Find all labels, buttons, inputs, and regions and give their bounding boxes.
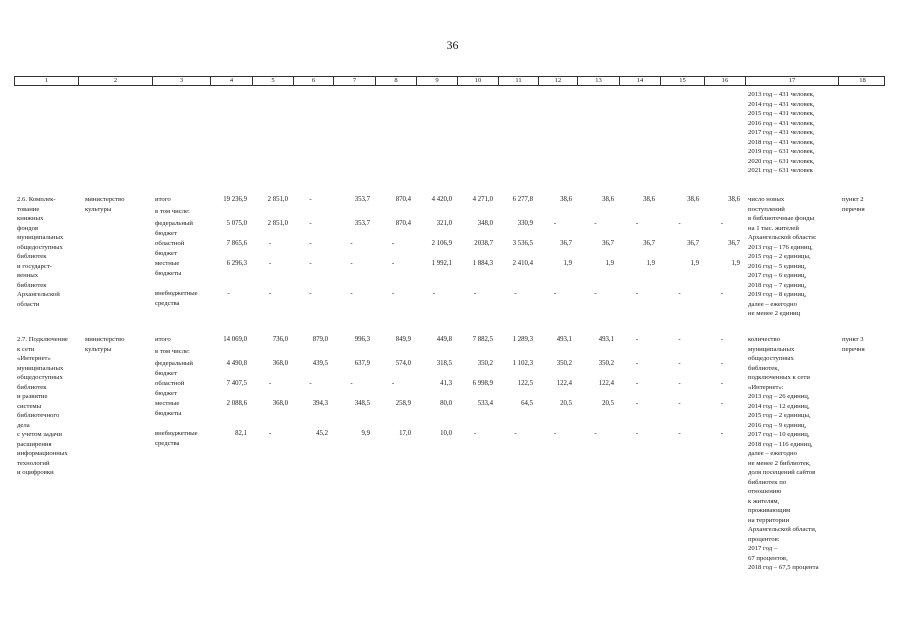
row-0-value-cell: 36,7: [643, 240, 655, 247]
row-1-value-cell: -: [350, 380, 353, 387]
row-1-indicator-line: библиотек по: [748, 478, 787, 486]
row-0-indicator-line: далее – ежегодно: [748, 300, 797, 308]
row-0-indicator-line: 2019 год – 8 единиц,: [748, 291, 807, 298]
row-1-name-line: расширения: [17, 440, 52, 448]
row-0-value-cell: 6 296,3: [226, 260, 247, 267]
row-0-executor-line: культуры: [85, 205, 112, 213]
row-1-value-cell: 122,5: [517, 380, 533, 387]
row-1-value-cell: -: [678, 336, 681, 343]
row-1-value-cell: -: [309, 380, 312, 387]
row-0-indicator-line: поступлений: [748, 205, 785, 213]
row-0-indicator-line: Архангельской области:: [748, 234, 817, 241]
row-1-name-line: «Интернет»: [17, 355, 51, 362]
row-0-value-cell: -: [350, 260, 353, 267]
row-0-value-cell: 36,7: [560, 240, 572, 247]
row-1-source-label: итого: [155, 336, 171, 343]
row-1-value-cell: -: [635, 360, 639, 367]
row-0-value-cell: 36,7: [602, 240, 614, 247]
row-1-source-label: в том числе:: [155, 348, 190, 355]
row-0-value-cell: -: [268, 290, 272, 297]
row-1-indicator-line: «Интернет»:: [748, 383, 784, 391]
header-cell-14: 14: [620, 77, 661, 85]
row-1-value-cell: 493,1: [556, 336, 572, 343]
row-1-value-cell: 7 407,5: [226, 380, 247, 387]
row-1-name-line: технологий: [17, 459, 50, 467]
row-1-value-cell: 17,0: [399, 430, 411, 437]
row-0-value-cell: 38,6: [687, 196, 699, 203]
row-1-value-cell: -: [594, 430, 597, 437]
header-cell-1: 1: [15, 77, 79, 85]
row-0-value-cell: -: [553, 220, 557, 227]
row-1-value-cell: 41,3: [440, 380, 452, 387]
row-0-value-cell: 3 536,5: [512, 240, 533, 247]
row-0-value-cell: 1,9: [646, 260, 655, 267]
row-1-indicator-line: общедоступных: [748, 355, 794, 362]
row-1-value-cell: -: [635, 400, 639, 407]
row-1-value-cell: 637,9: [354, 360, 370, 367]
row-1-value-cell: 574,0: [395, 360, 411, 367]
row-1-indicator-line: Архангельской области,: [748, 526, 817, 533]
row-1-name-line: муниципальных: [17, 364, 64, 372]
row-1-value-cell: -: [720, 360, 724, 367]
row-1-indicator-line: отношению: [748, 488, 782, 495]
row-0-reference-line: перечня: [842, 205, 865, 213]
page-number: 36: [446, 38, 459, 52]
row-1-value-cell: 350,2: [556, 360, 572, 367]
row-1-source-label: внебюджетные: [155, 430, 198, 437]
row-1-value-cell: 1 289,3: [512, 336, 533, 343]
row-0-name-line: и государст-: [17, 262, 52, 270]
row-1-indicator-line: 2015 год – 2 единицы,: [748, 412, 811, 419]
row-0-indicator-line: на 1 тыс. жителей: [748, 224, 799, 232]
row-1-value-cell: -: [678, 400, 681, 407]
continuation-line: 2021 год – 631 человек: [748, 167, 813, 174]
row-0-value-cell: 2 106,9: [431, 240, 452, 247]
header-cell-4: 4: [211, 77, 253, 85]
row-0-value-cell: -: [309, 196, 312, 203]
row-0-value-cell: 353,7: [354, 220, 370, 227]
row-1-indicator-line: муниципальных: [748, 345, 795, 353]
header-cell-15: 15: [661, 77, 705, 85]
row-0-value-cell: -: [227, 290, 230, 297]
row-1-value-cell: 350,2: [477, 360, 493, 367]
row-0-value-cell: -: [391, 240, 395, 247]
row-0-reference-line: пункт 2: [842, 196, 864, 203]
row-0-value-cell: 4 420,0: [431, 196, 452, 203]
row-0-source-label: бюджет: [155, 249, 177, 257]
row-1-value-cell: -: [635, 380, 639, 387]
row-1-name-line: и оцифровки: [17, 469, 54, 476]
row-0-value-cell: 2 851,0: [267, 196, 288, 203]
row-0-indicator-line: 2013 год – 176 единиц,: [748, 243, 813, 251]
row-0-value-cell: 2038,7: [474, 240, 493, 247]
row-0-value-cell: 330,9: [517, 220, 533, 227]
row-1-value-cell: 20,5: [602, 400, 614, 407]
row-0-name-line: книжных: [17, 215, 44, 222]
row-0-name-line: библиотек: [17, 281, 47, 289]
row-0-indicator-line: в библиотечные фонды: [748, 215, 815, 222]
header-cell-2: 2: [79, 77, 153, 85]
row-0-value-cell: 1,9: [731, 260, 740, 267]
row-1-indicator-line: к жителям,: [748, 497, 780, 505]
row-0-value-cell: -: [309, 260, 312, 267]
row-1-value-cell: -: [268, 430, 272, 437]
row-1-indicator-line: 2014 год – 12 единиц,: [748, 402, 810, 410]
row-1-value-cell: -: [720, 380, 724, 387]
header-cell-3: 3: [153, 77, 211, 85]
continuation-line: 2014 год – 431 человек,: [748, 100, 815, 108]
row-1-source-label: областной: [155, 380, 185, 387]
row-0-value-cell: 2 410,4: [512, 260, 533, 267]
row-0-value-cell: -: [391, 290, 395, 297]
row-0-value-cell: 36,7: [687, 240, 699, 247]
row-0-indicator-line: 2018 год – 7 единиц,: [748, 281, 807, 289]
row-1-source-label: бюджет: [155, 369, 177, 377]
row-1-executor-line: министерство: [85, 336, 125, 343]
row-0-indicator-line: 2017 год – 6 единиц,: [748, 272, 807, 279]
row-1-value-cell: 82,1: [235, 430, 247, 437]
row-1-name-line: информационных: [17, 450, 68, 457]
header-cell-16: 16: [705, 77, 746, 85]
row-0-source-label: бюджеты: [155, 269, 182, 277]
row-0-value-cell: 1 992,1: [431, 260, 452, 267]
row-1-value-cell: 258,9: [395, 400, 411, 407]
row-1-name-line: библиотечного: [17, 412, 60, 419]
row-1-value-cell: -: [678, 430, 681, 437]
row-0-source-label: итого: [155, 196, 171, 203]
row-1-value-cell: 9,9: [361, 430, 370, 437]
row-0-value-cell: -: [720, 220, 724, 227]
row-1-name-line: общедоступных: [17, 374, 63, 381]
row-1-indicator-line: 2017 год – 10 единиц,: [748, 431, 810, 438]
row-0-value-cell: -: [350, 240, 353, 247]
row-0-value-cell: 348,0: [477, 220, 493, 227]
row-1-value-cell: 493,1: [598, 336, 614, 343]
row-0-value-cell: 2 851,0: [267, 220, 288, 227]
row-1-value-cell: 122,4: [556, 380, 572, 387]
row-0-name-line: тование: [17, 205, 40, 213]
row-1-indicator-line: процентов:: [748, 535, 780, 543]
row-1-indicator-line: далее – ежегодно: [748, 450, 797, 457]
row-0-value-cell: -: [268, 260, 272, 267]
row-1-indicator-line: доля посещений сайтов: [748, 469, 816, 476]
row-0-value-cell: 353,7: [354, 196, 370, 203]
row-0-value-cell: -: [309, 240, 312, 247]
row-1-name-line: 2.7. Подключение: [17, 336, 68, 343]
row-0-value-cell: 1,9: [605, 260, 614, 267]
row-0-indicator-line: 2016 год – 5 единиц,: [748, 262, 807, 270]
row-1-value-cell: 6 998,9: [472, 380, 493, 387]
row-1-value-cell: 64,5: [521, 400, 533, 407]
row-0-name-line: венных: [17, 272, 39, 279]
header-cell-17: 17: [746, 77, 839, 85]
row-1-value-cell: 368,0: [272, 400, 288, 407]
row-0-value-cell: 5 075,0: [226, 220, 247, 227]
row-1-value-cell: 1 102,3: [512, 360, 533, 367]
row-0-source-label: областной: [155, 240, 185, 247]
row-1-value-cell: 4 490,8: [226, 360, 247, 367]
continuation-line: 2019 год – 631 человек,: [748, 148, 815, 155]
row-1-value-cell: -: [473, 430, 477, 437]
row-1-value-cell: 368,0: [272, 360, 288, 367]
row-0-source-label: внебюджетные: [155, 290, 198, 297]
row-1-name-line: и развитие: [17, 393, 48, 400]
continuation-line: 2013 год – 431 человек,: [748, 91, 815, 98]
row-0-value-cell: 1,9: [690, 260, 699, 267]
row-0-value-cell: -: [309, 220, 312, 227]
row-0-value-cell: 7 865,6: [226, 240, 247, 247]
continuation-line: 2015 год – 431 человек,: [748, 110, 815, 117]
row-0-value-cell: 38,6: [602, 196, 614, 203]
row-1-reference-line: пункт 3: [842, 336, 864, 343]
row-0-executor-line: министерство: [85, 196, 125, 203]
row-1-value-cell: -: [720, 336, 724, 343]
row-1-value-cell: -: [514, 430, 517, 437]
row-1-value-cell: 350,2: [598, 360, 614, 367]
row-1-indicator-line: количество: [748, 336, 780, 343]
row-0-value-cell: -: [473, 290, 477, 297]
row-1-indicator-line: 2018 год – 116 единиц,: [748, 440, 813, 448]
row-1-name-line: к сети: [17, 345, 35, 353]
header-cell-10: 10: [458, 77, 499, 85]
row-1-value-cell: -: [268, 380, 272, 387]
header-cell-5: 5: [253, 77, 294, 85]
row-0-value-cell: 4 271,0: [472, 196, 493, 203]
row-0-value-cell: -: [635, 220, 639, 227]
row-1-value-cell: 20,5: [560, 400, 572, 407]
row-0-value-cell: -: [432, 290, 436, 297]
continuation-line: 2016 год – 431 человек,: [748, 119, 815, 127]
row-0-source-label: средства: [155, 299, 180, 307]
row-0-name-line: общедоступных: [17, 243, 63, 251]
row-0-value-cell: 38,6: [560, 196, 572, 203]
row-0-source-label: бюджет: [155, 229, 177, 237]
row-1-indicator-line: 67 процентов,: [748, 554, 788, 562]
row-0-name-line: 2.6. Комплек-: [17, 196, 56, 203]
row-0-indicator-line: число новых: [748, 196, 785, 203]
row-0-value-cell: -: [678, 290, 681, 297]
row-1-source-label: бюджеты: [155, 409, 182, 417]
row-0-value-cell: -: [553, 290, 557, 297]
row-1-value-cell: 2 088,6: [226, 400, 247, 407]
row-1-indicator-line: на территории: [748, 516, 790, 524]
row-0-value-cell: -: [678, 220, 681, 227]
header-cell-6: 6: [294, 77, 334, 85]
row-0-source-label: местные: [155, 260, 180, 267]
row-1-executor-line: культуры: [85, 345, 112, 353]
row-0-value-cell: 38,6: [643, 196, 655, 203]
row-1-indicator-line: 2016 год – 9 единиц,: [748, 421, 807, 429]
row-1-value-cell: 394,3: [312, 400, 328, 407]
row-1-value-cell: 849,9: [395, 336, 411, 343]
row-0-value-cell: 870,4: [395, 196, 411, 203]
row-0-name-line: библиотек: [17, 253, 47, 260]
row-1-value-cell: 7 882,5: [472, 336, 493, 343]
header-cell-9: 9: [417, 77, 458, 85]
row-1-value-cell: -: [391, 380, 395, 387]
row-1-name-line: с учетом задачи: [17, 431, 62, 438]
row-1-name-line: дела: [17, 421, 30, 429]
row-1-source-label: местные: [155, 400, 180, 407]
row-1-value-cell: 45,2: [316, 430, 328, 437]
row-1-name-line: системы: [17, 402, 42, 410]
row-1-value-cell: 449,8: [436, 336, 452, 343]
row-1-value-cell: 80,0: [440, 400, 452, 407]
row-0-value-cell: 36,7: [728, 240, 740, 247]
row-1-value-cell: -: [678, 360, 681, 367]
row-0-value-cell: -: [635, 290, 639, 297]
row-0-value-cell: 321,0: [436, 220, 452, 227]
row-1-indicator-line: 2017 год –: [748, 545, 778, 552]
row-1-source-label: федеральный: [155, 360, 193, 367]
row-1-value-cell: -: [720, 430, 724, 437]
table-header-row: [14, 76, 885, 86]
row-0-value-cell: 6 277,8: [512, 196, 533, 203]
row-0-value-cell: 870,4: [395, 220, 411, 227]
row-0-indicator-line: 2015 год – 2 единицы,: [748, 253, 811, 260]
row-0-value-cell: -: [594, 220, 597, 227]
row-1-indicator-line: 2018 год – 67,5 процента: [748, 564, 819, 571]
row-0-name-line: области: [17, 300, 40, 308]
header-cell-7: 7: [334, 77, 376, 85]
row-0-value-cell: -: [268, 240, 272, 247]
row-1-indicator-line: библиотек,: [748, 364, 780, 372]
header-cell-18: 18: [859, 77, 866, 84]
row-1-value-cell: 736,0: [272, 336, 288, 343]
row-1-indicator-line: подключенных к сети: [748, 374, 810, 381]
row-1-indicator-line: проживающим: [748, 507, 791, 514]
row-0-name-line: Архангельской: [17, 291, 60, 298]
row-1-source-label: средства: [155, 439, 180, 447]
row-0-source-label: в том числе:: [155, 208, 190, 215]
row-0-indicator-line: не менее 2 единиц: [748, 310, 801, 317]
continuation-line: 2017 год – 431 человек,: [748, 129, 815, 136]
row-0-value-cell: 1 884,3: [472, 260, 493, 267]
row-0-value-cell: -: [720, 290, 724, 297]
row-1-value-cell: 533,4: [477, 400, 493, 407]
row-1-source-label: бюджет: [155, 389, 177, 397]
header-cell-8: 8: [376, 77, 417, 85]
continuation-line: 2018 год – 431 человек,: [748, 138, 815, 146]
row-0-value-cell: -: [350, 290, 353, 297]
row-0-name-line: муниципальных: [17, 234, 64, 241]
continuation-line: 2020 год – 631 человек,: [748, 157, 815, 165]
row-1-indicator-line: 2013 год – 26 единиц,: [748, 393, 810, 400]
row-1-value-cell: -: [720, 400, 724, 407]
row-1-indicator-line: не менее 2 библиотек,: [748, 459, 811, 467]
row-1-value-cell: 318,5: [436, 360, 452, 367]
row-0-value-cell: 38,6: [728, 196, 740, 203]
row-0-value-cell: -: [594, 290, 597, 297]
row-1-value-cell: 879,0: [312, 336, 328, 343]
row-0-value-cell: 1,9: [563, 260, 572, 267]
row-1-value-cell: 439,5: [312, 360, 328, 367]
row-1-name-line: библиотек: [17, 383, 47, 391]
row-1-value-cell: -: [635, 430, 639, 437]
row-0-source-label: федеральный: [155, 220, 193, 227]
row-1-value-cell: -: [553, 430, 557, 437]
row-0-value-cell: -: [391, 260, 395, 267]
row-1-reference-line: перечня: [842, 345, 865, 353]
header-cell-11: 11: [499, 77, 539, 85]
header-cell-12: 12: [539, 77, 578, 85]
row-0-value-cell: 19 236,9: [223, 196, 247, 203]
row-1-value-cell: 996,3: [354, 336, 370, 343]
row-1-value-cell: 10,0: [440, 430, 452, 437]
row-1-value-cell: 348,5: [354, 400, 370, 407]
row-1-value-cell: 122,4: [598, 380, 614, 387]
row-0-value-cell: -: [309, 290, 312, 297]
row-0-value-cell: -: [514, 290, 517, 297]
row-0-name-line: фондов: [17, 224, 39, 232]
row-1-value-cell: -: [635, 336, 639, 343]
row-1-value-cell: 14 069,0: [223, 336, 247, 343]
header-cell-13: 13: [578, 77, 620, 85]
row-1-value-cell: -: [678, 380, 681, 387]
